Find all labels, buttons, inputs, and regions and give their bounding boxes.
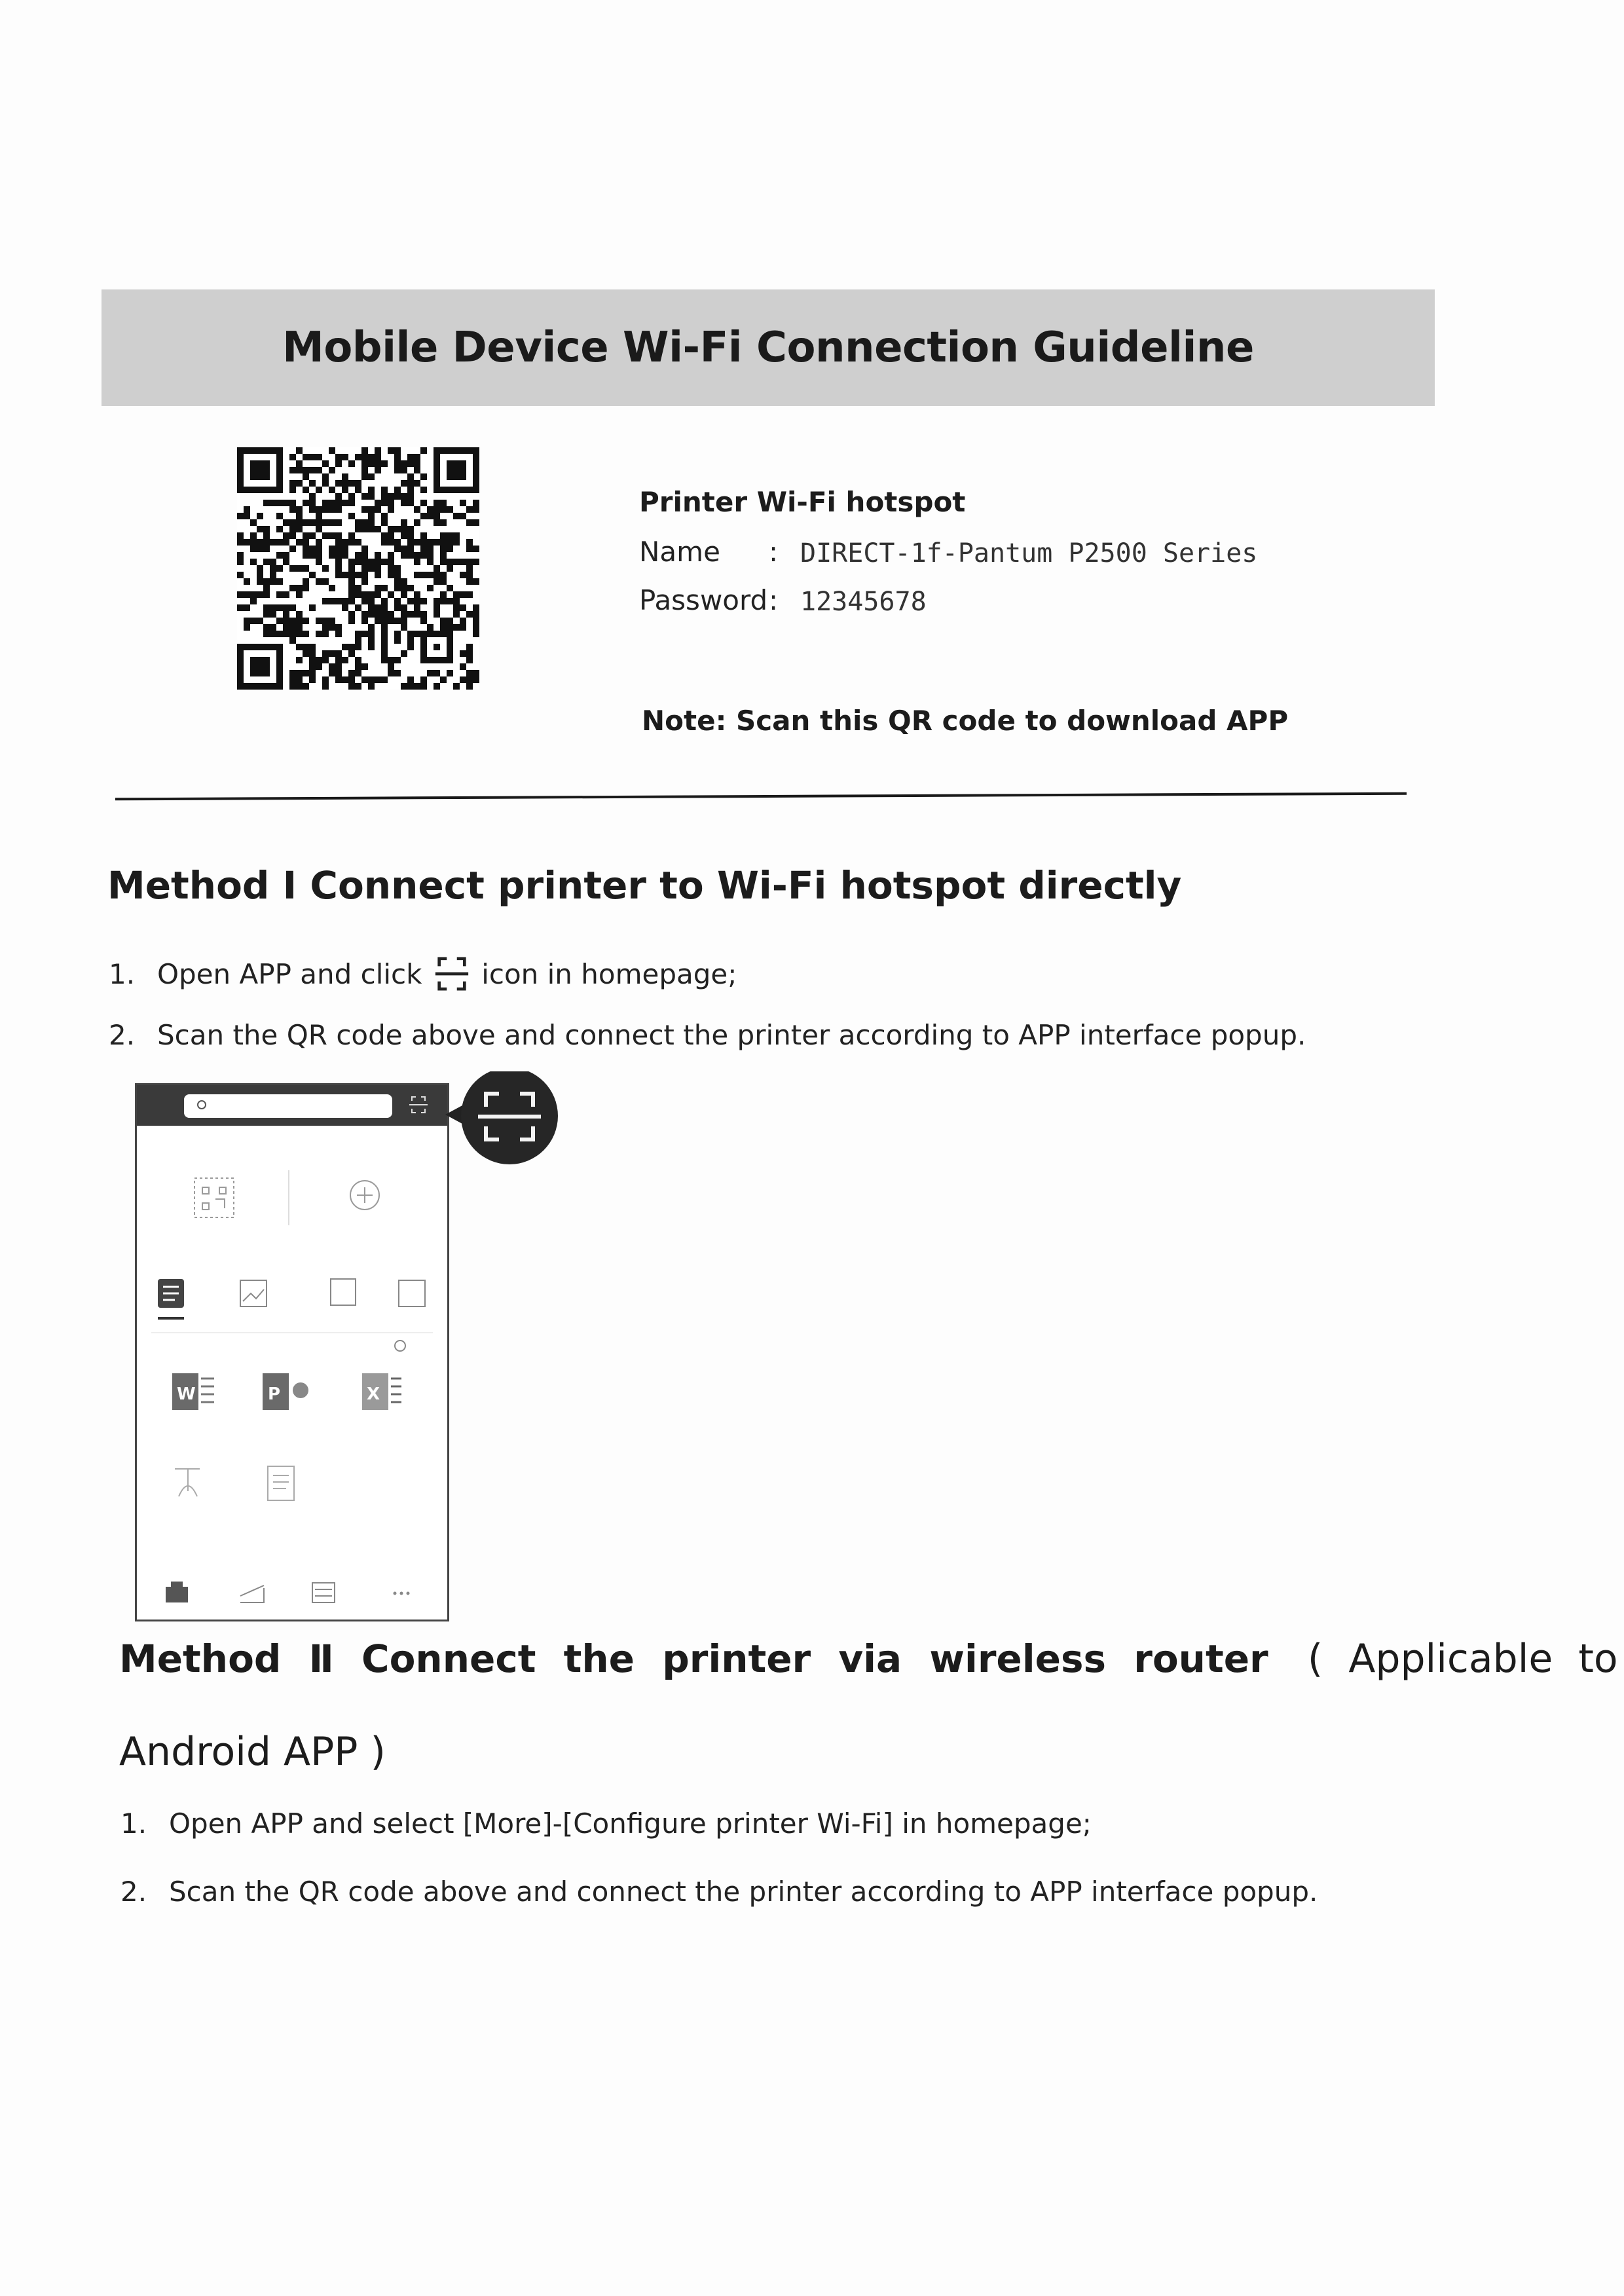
method-1-heading: Method Ⅰ Connect printer to Wi-Fi hotspot directly [107,863,1182,908]
password-separator: : [769,584,779,616]
name-label: Name [639,536,720,568]
applicable-note-continued: Android APP ) [119,1729,386,1775]
applicable-note: ( Applicable to [1307,1636,1618,1682]
pdf-file-icon [175,1469,200,1496]
step-text: Scan the QR code above and connect the printer according to APP interface popup. [169,1876,1318,1908]
download-note: Note: Scan this QR code to download APP [642,705,1289,737]
step-number: 2. [120,1876,147,1908]
svg-text:W: W [177,1384,196,1404]
name-value: DIRECT-1f-Pantum P2500 Series [800,538,1258,568]
method-2-heading: Method Ⅱ Connect the printer via wireless router [119,1637,1268,1681]
password-label: Password [639,584,768,616]
qr-scan-tile [194,1178,234,1217]
scanner-nav-icon [240,1585,264,1602]
printer-nav-icon [166,1587,188,1602]
refresh-icon [395,1341,405,1351]
title-band [101,289,1435,406]
scan-tab-icon [331,1279,356,1305]
method-1-step-1 [109,955,737,993]
method-2-step-1 [120,1807,1092,1840]
svg-text:P: P [268,1384,281,1404]
step-text-end: icon in homepage; [481,958,737,990]
step-number: 1. [109,958,136,990]
password-value: 12345678 [800,587,927,617]
name-separator: : [769,536,779,568]
qr-code [237,447,479,690]
step-text: Scan the QR code above and connect the printer according to APP interface popup. [157,1019,1306,1051]
more-nav-icon [394,1592,397,1595]
text-file-icon [268,1466,294,1500]
copy-tab-icon [399,1280,425,1306]
method-1-step-2 [109,1019,1306,1051]
page-title: Mobile Device Wi-Fi Connection Guideline [282,324,1254,372]
step-text: Open APP and click [157,958,422,990]
svg-text:X: X [367,1384,380,1404]
scan-icon-callout [443,1071,561,1189]
search-bar [184,1094,392,1118]
photos-tab-icon [240,1280,267,1306]
app-screenshot [135,1083,449,1621]
method-2-heading-line [119,1636,1618,1682]
app-homepage-illustration [137,1085,447,1620]
method-2-step-2 [120,1876,1318,1908]
step-number: 2. [109,1019,136,1051]
step-number: 1. [120,1807,147,1840]
step-text: Open APP and select [More]-[Configure printer Wi-Fi] in homepage; [169,1807,1092,1840]
copier-nav-icon [312,1583,335,1602]
scan-icon [434,955,470,993]
divider [115,792,1407,801]
hotspot-heading: Printer Wi-Fi hotspot [639,486,966,518]
